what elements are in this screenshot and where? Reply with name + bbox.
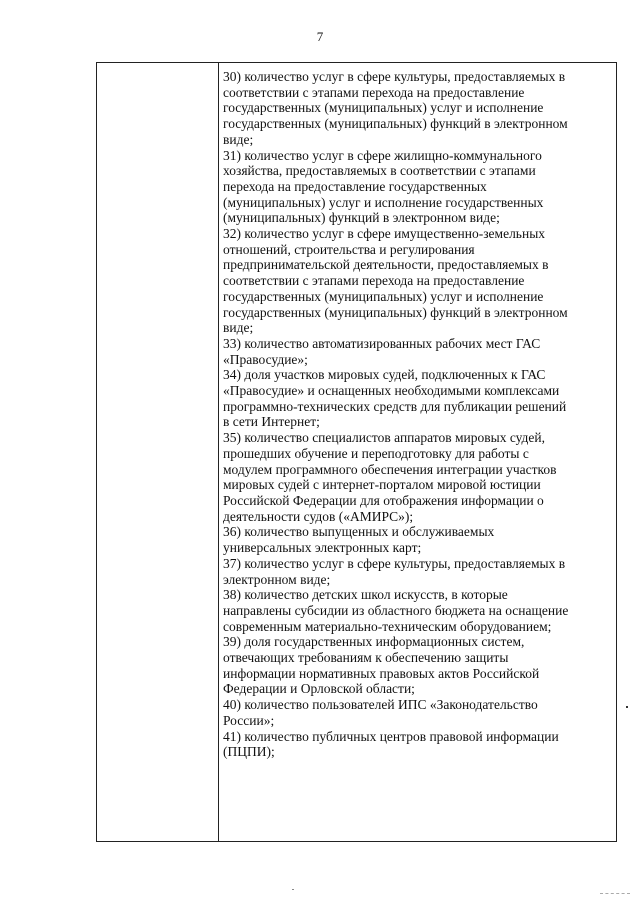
item-line: направлены субсидии из областного бюджета на оснащение — [223, 602, 569, 618]
item-line: Российской Федерации для отображения информации о — [223, 492, 544, 508]
scan-artifact-footer — [292, 889, 294, 890]
list-item — [223, 367, 613, 430]
document-table — [96, 62, 617, 842]
scan-artifact-marks — [600, 893, 630, 895]
item-line: соответствии с этапами перехода на предоставление — [223, 273, 525, 289]
item-line: перехода на предоставление государственных — [223, 178, 487, 194]
item-line: отношений, строительства и регулирования — [223, 241, 475, 257]
item-line: 39) доля государственных информационных систем, — [223, 634, 525, 650]
item-line: России»; — [223, 712, 275, 728]
list-item — [223, 148, 613, 227]
item-line: (муниципальных) услуг и исполнение государственных — [223, 194, 544, 210]
list-item — [223, 430, 613, 524]
list-item — [223, 524, 613, 555]
item-line: современным материально-техническим оборудованием; — [223, 618, 552, 634]
item-line: 36) количество выпущенных и обслуживаемых — [223, 524, 495, 540]
list-item — [223, 697, 613, 728]
list-item — [223, 556, 613, 587]
item-line: 32) количество услуг в сфере имущественно-земельных — [223, 226, 546, 242]
item-line: виде; — [223, 320, 254, 336]
list-item — [223, 336, 613, 367]
item-line: государственных (муниципальных) функций в электронном — [223, 304, 568, 320]
scan-artifact — [626, 706, 628, 708]
indicator-list — [223, 69, 613, 760]
list-item — [223, 729, 613, 760]
item-line: программно-технических средств для публикации решений — [223, 398, 567, 414]
item-line: мировых судей с интернет-порталом мировой юстиции — [223, 477, 541, 493]
item-line: 31) количество услуг в сфере жилищно-коммунального — [223, 147, 542, 163]
item-line: деятельности судов («АМИРС»); — [223, 508, 414, 524]
item-line: (муниципальных) функций в электронном виде; — [223, 210, 500, 226]
item-line: предпринимательской деятельности, предоставляемых в — [223, 257, 549, 273]
item-line: 35) количество специалистов аппаратов мировых судей, — [223, 430, 546, 446]
item-line: «Правосудие» и оснащенных необходимыми комплексами — [223, 383, 560, 399]
item-line: 34) доля участков мировых судей, подключенных к ГАС — [223, 367, 546, 383]
item-line: 30) количество услуг в сфере культуры, предоставляемых в — [223, 69, 566, 84]
item-line: в сети Интернет; — [223, 414, 320, 430]
item-line: Федерации и Орловской области; — [223, 681, 415, 697]
item-line: 33) количество автоматизированных рабочих мест ГАС — [223, 335, 541, 351]
item-line: хозяйства, предоставляемых в соответствии с этапами — [223, 163, 536, 179]
item-line: виде; — [223, 131, 254, 147]
item-line: 38) количество детских школ искусств, в которые — [223, 587, 508, 603]
list-item — [223, 226, 613, 336]
item-line: государственных (муниципальных) функций в электронном — [223, 116, 568, 132]
item-line: 40) количество пользователей ИПС «Законодательство — [223, 697, 538, 713]
column-divider — [218, 63, 219, 841]
list-item — [223, 587, 613, 634]
list-item — [223, 69, 613, 148]
item-line: 37) количество услуг в сфере культуры, предоставляемых в — [223, 555, 566, 571]
item-line: «Правосудие»; — [223, 351, 308, 367]
item-line: соответствии с этапами перехода на предоставление — [223, 84, 525, 100]
list-item — [223, 634, 613, 697]
item-line: прошедших обучение и переподготовку для работы с — [223, 445, 529, 461]
page-number: 7 — [316, 29, 324, 44]
item-line: государственных (муниципальных) услуг и исполнение — [223, 100, 544, 116]
item-line: государственных (муниципальных) услуг и исполнение — [223, 288, 544, 304]
item-line: универсальных электронных карт; — [223, 540, 422, 556]
item-line: 41) количество публичных центров правовой информации — [223, 728, 559, 744]
item-line: информации нормативных правовых актов Российской — [223, 665, 540, 681]
item-line: модулем программного обеспечения интеграции участков — [223, 461, 557, 477]
item-line: отвечающих требованиям к обеспечению защиты — [223, 650, 509, 666]
item-line: электронном виде; — [223, 571, 331, 587]
item-line: (ПЦПИ); — [223, 744, 275, 760]
